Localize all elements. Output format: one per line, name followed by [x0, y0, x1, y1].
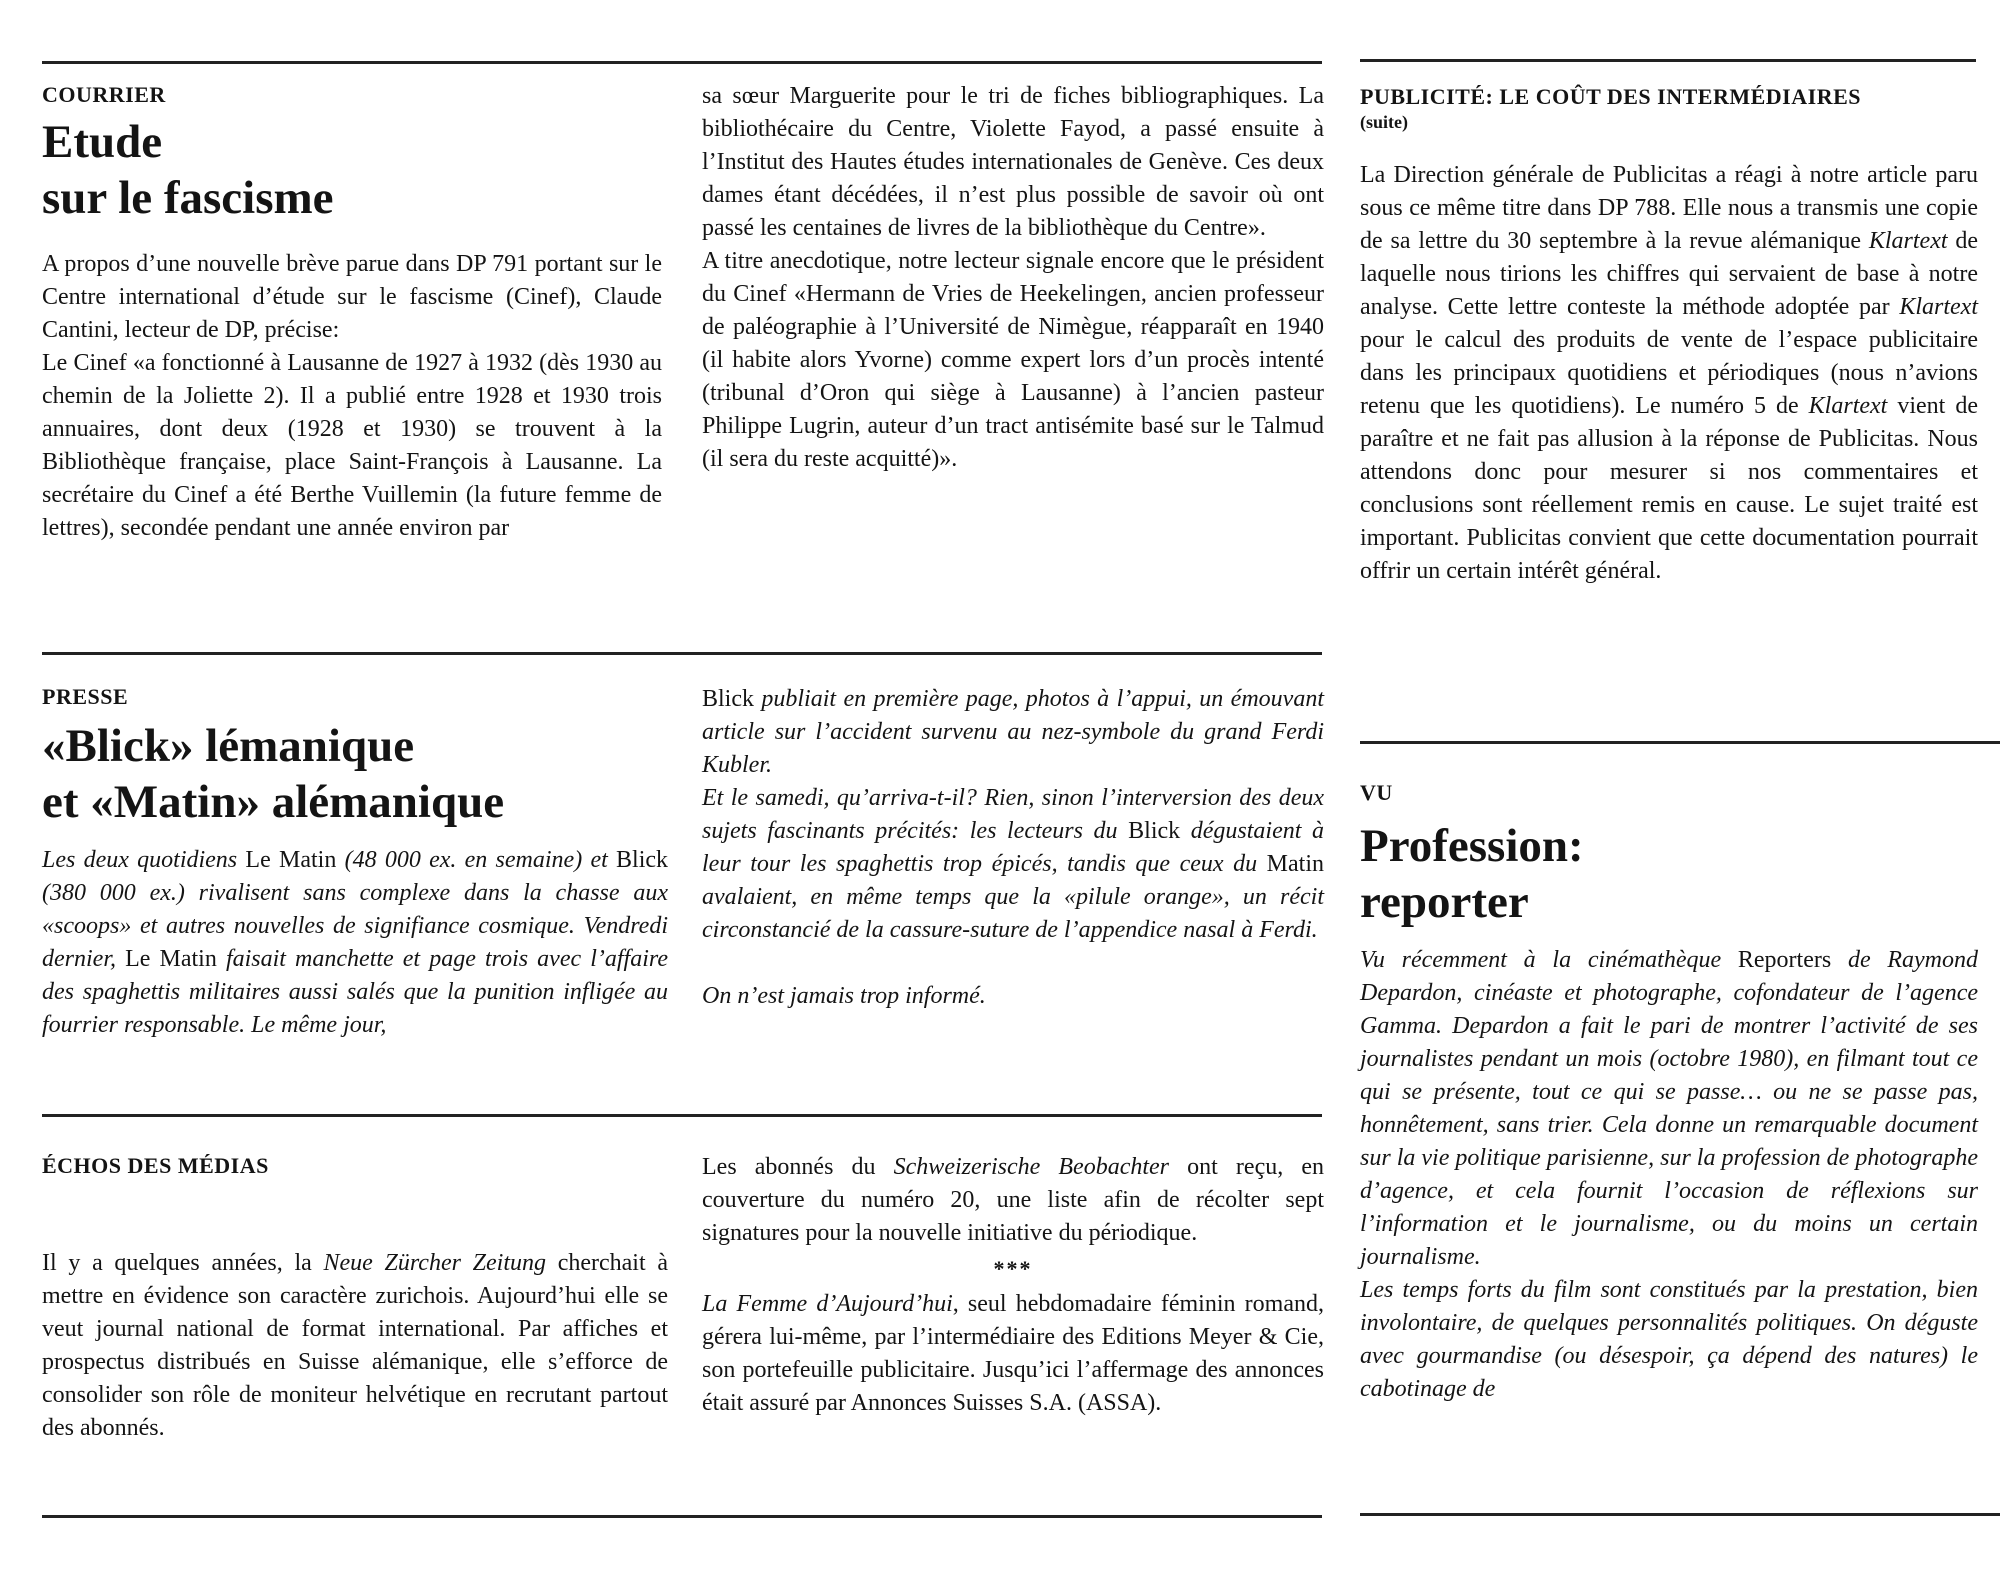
echos-paper-name: La Femme d’Aujourd’hui [702, 1291, 953, 1317]
echos-paper-name: Neue Zürcher Zeitung [323, 1250, 546, 1276]
echos-text: Les abonnés du [702, 1154, 894, 1180]
courrier-paragraph-1: A propos d’une nouvelle brève parue dans DP 791 portant sur le Centre international d’étude sur le fascisme (Cinef), Claude Cantini, lecteur de DP, précise: [42, 251, 662, 343]
presse-text: publiait en première page, photos à l’appui, un émouvant article sur l’accident survenu au nez-symbole du grand Ferdi Kubler. [702, 686, 1324, 778]
presse-text: dégustaient à leur tour les spaghettis trop épicés, tandis que ceux du [702, 818, 1324, 877]
presse-paper-name: Blick [1128, 818, 1181, 844]
echos-text: , seul hebdomadaire féminin romand, gérera lui-même, par l’intermédiaire des Editions Meyer & Cie, son portefeuille publicitaire. Jusqu’ici l’affermage des annonces était assuré par Annonces Suisses S.A. (ASSA). [702, 1291, 1324, 1416]
publicite-col [1360, 84, 1978, 588]
publicite-journal-name: Klartext [1868, 228, 1948, 254]
rule-top-right [1360, 59, 1976, 62]
vu-paragraph-2: Les temps forts du film sont constitués par la prestation, bien involontaire, de quelques personnalités politiques. On déguste avec gourmandise (ou désespoir, ça dépend des natures) le cabotinage de [1360, 1277, 1978, 1402]
presse-paper-name: Le Matin [245, 847, 337, 873]
presse-paper-name: Matin [1266, 851, 1324, 877]
vu-title [1360, 818, 1978, 930]
presse-text: faisait manchette et page trois avec l’affaire des spaghettis militaires aussi salés que la punition infligée au fourrier responsable. Le même jour, [42, 946, 668, 1038]
rule-mid-right [1360, 741, 2000, 744]
vu-text: de Raymond Depardon, cinéaste et photographe, cofondateur de l’agence Gamma. Depardon a fait le pari de montrer l’activité de ses journalistes pendant un mois (octobre 1980), en filmant tout ce qui se présente, tout ce qui se passe… ou ne se passe pas, honnêtement, sans trier. Cela donne un remarquable document sur la vie politique parisienne, sur la profession de photographe d’agence, et cela fournit l’occasion de réflexions sur l’information et le journalisme, ou du moins un certain journalisme. [1360, 947, 1979, 1270]
echos-col2 [702, 1151, 1324, 1420]
echos-paragraph-3 [702, 1288, 1324, 1420]
presse-title-line2: et «Matin» alémanique [42, 776, 505, 828]
vu-text: Vu récemment à la cinémathèque [1360, 947, 1738, 973]
rule-mid-left-2 [42, 1114, 1322, 1117]
presse-kicker: PRESSE [42, 684, 129, 709]
presse-text: avalaient, en même temps que la «pilule orange», un récit circonstancié de la cassure-suture de l’appendice nasal à Ferdi. [702, 884, 1324, 943]
publicite-text: de laquelle nous tirions les chiffres qui servaient de base à notre analyse. Cette lettre conteste la méthode adoptée par [1360, 228, 1979, 320]
courrier-title-line1: Etude [42, 116, 163, 168]
presse-paragraph-2 [702, 683, 1324, 782]
courrier-title [42, 114, 662, 226]
publicite-paragraph-1 [1360, 159, 1978, 588]
rule-top-left [42, 61, 1322, 64]
courrier-kicker: COURRIER [42, 82, 166, 107]
courrier-paragraph-2: Le Cinef «a fonctionné à Lausanne de 1927 à 1932 (dès 1930 au chemin de la Joliette 2). Il a publié entre 1928 et 1930 trois annuaires, dont deux (1928 et 1930) se trouvent à la Bibliothèque française, place Saint-François à Lausanne. La secrétaire du Cinef a été Berthe Vuillemin (la future femme de lettres), secondée pendant une année environ par [42, 350, 662, 541]
publicite-text: vient de paraître et ne fait pas allusion à la réponse de Publicitas. Nous attendons donc pour mesurer si nos commentaires et conclusions sont réellement remis en cause. Le sujet traité est important. Publicitas convient que cette documentation pourrait offrir un certain intérêt général. [1360, 393, 1978, 584]
presse-text: (48 000 ex. en semaine) et [336, 847, 617, 873]
echos-separator-stars: *** [993, 1256, 1033, 1281]
vu-title-line2: reporter [1360, 876, 1529, 928]
courrier-paragraph-3: sa sœur Marguerite pour le tri de fiches bibliographiques. La bibliothécaire du Centre, Violette Fayod, a passé ensuite à l’Institut des Hautes études internationales de Genève. Ces deux dames étant décédées, il n’est plus possible de savoir où ont passé les centaines de livres de la bibliothèque du Centre». [702, 83, 1324, 241]
presse-paragraph-4: On n’est jamais trop informé. [702, 983, 986, 1009]
courrier-col1 [42, 82, 662, 545]
courrier-col2 [702, 80, 1324, 476]
presse-paragraph-3 [702, 782, 1324, 947]
echos-paper-name: Schweizerische Beobachter [893, 1154, 1170, 1180]
echos-col1 [42, 1153, 668, 1445]
echos-text: Il y a quelques années, la [42, 1250, 324, 1276]
presse-text: (380 000 ex.) rivalisent sans complexe dans la chasse aux «scoops» et autres nouvelles de signifiance cosmique. Vendredi dernier, [42, 880, 668, 972]
echos-text: ont reçu, en couverture du numéro 20, une liste afin de récolter sept signatures pour la nouvelle initiative du périodique. [702, 1154, 1325, 1246]
presse-paper-name: Le Matin [125, 946, 217, 972]
presse-title [42, 718, 668, 830]
publicite-text: La Direction générale de Publicitas a réagi à notre article paru sous ce même titre dans DP 788. Elle nous a transmis une copie de sa lettre du 30 septembre à la revue alémanique [1360, 162, 1978, 254]
presse-text: Les deux quotidiens [42, 847, 246, 873]
presse-paper-name: Blick [616, 847, 669, 873]
presse-col1 [42, 684, 668, 1042]
rule-bottom-left [42, 1515, 1322, 1518]
vu-col [1360, 780, 1978, 1406]
vu-title-line1: Profession: [1360, 820, 1584, 872]
echos-paragraph-1 [42, 1247, 668, 1445]
publicite-journal-name: Klartext [1808, 393, 1888, 419]
presse-paragraph-1 [42, 844, 668, 1042]
echos-text: cherchait à mettre en évidence son caractère zurichois. Aujourd’hui elle se veut journal national de format international. Par affiches et prospectus distribués en Suisse alémanique, elle s’efforce de consolider son rôle de moniteur helvétique en recrutant partout des abonnés. [42, 1250, 669, 1441]
echos-kicker: ÉCHOS DES MÉDIAS [42, 1153, 269, 1178]
publicite-text: pour le calcul des produits de vente de l’espace publicitaire dans les principaux quotidiens et périodiques (nous n’avions retenu que les quotidiens). Le numéro 5 de [1360, 327, 1978, 419]
publicite-journal-name: Klartext [1899, 294, 1978, 320]
courrier-paragraph-4: A titre anecdotique, notre lecteur signale encore que le président du Cinef «Hermann de Vries de Heekelingen, ancien professeur de paléographie à l’Université de Nimègue, réapparaît en 1940 (il habite alors Yvorne) comme expert lors d’un procès intenté (tribunal d’Oron qui siège à Lausanne) à l’ancien pasteur Philippe Lugrin, auteur d’un tract antisémite basé sur le Talmud (il sera du reste acquitté)». [702, 248, 1324, 472]
presse-col2 [702, 683, 1324, 1013]
presse-title-line1: «Blick» lémanique [42, 720, 415, 772]
vu-kicker: VU [1360, 780, 1393, 805]
presse-text: Et le samedi, qu’arriva-t-il? Rien, sinon l’interversion des deux sujets fascinants précités: les lecteurs du [702, 785, 1324, 844]
vu-film-title: Reporters [1737, 947, 1832, 973]
publicite-kicker: PUBLICITÉ: LE COÛT DES INTERMÉDIAIRES [1360, 84, 1861, 109]
courrier-title-line2: sur le fascisme [42, 172, 334, 224]
echos-paragraph-2 [702, 1151, 1324, 1250]
publicite-subkicker: (suite) [1360, 112, 1408, 132]
presse-paper-name: Blick [702, 686, 754, 712]
vu-paragraph-1 [1360, 944, 1978, 1274]
rule-bottom-right [1360, 1513, 2000, 1516]
rule-mid-left-1 [42, 652, 1322, 655]
